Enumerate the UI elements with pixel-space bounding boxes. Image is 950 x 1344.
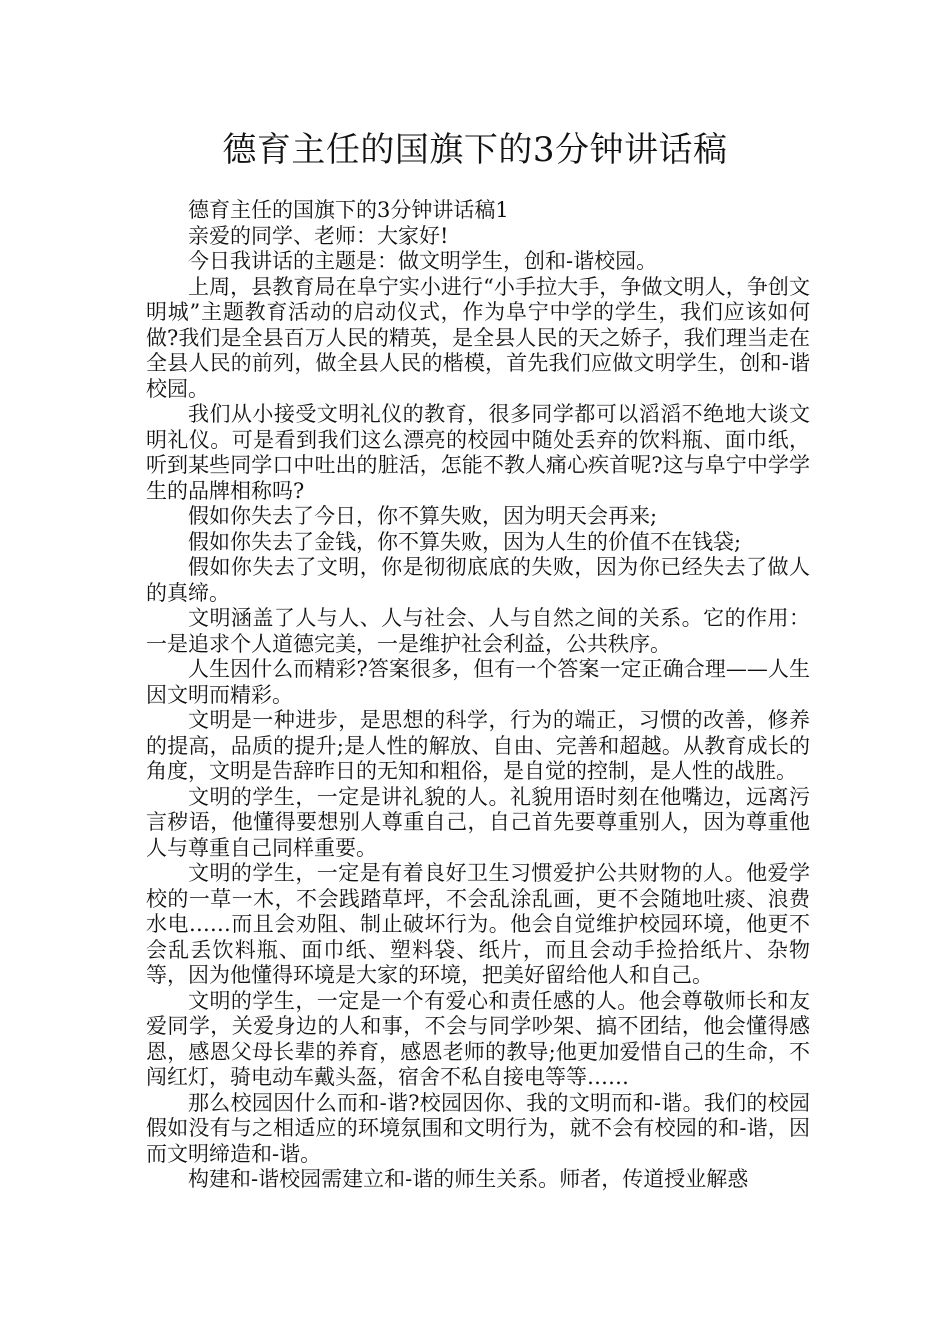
paragraph-3: 今日我讲话的主题是：做文明学生，创和-谐校园。 (188, 249, 658, 273)
paragraph-16: 构建和-谐校园需建立和-谐的师生关系。师者，传道授业解惑 (188, 1167, 749, 1191)
paragraph-8: 假如你失去了文明，你是彻彻底底的失败，因为你已经失去了做人的真缔。 (146, 555, 810, 605)
document-title: 德育主任的国旗下的3分钟讲话稿 (222, 130, 728, 170)
paragraph-13: 文明的学生，一定是有着良好卫生习惯爱护公共财物的人。他爱学校的一草一木，不会践踏草坪，不会乱涂乱画，更不会随地吐痰、浪费水电……而且会劝阻、制止破坏行为。他会自觉维护校园环境，他更不会乱丢饮料瓶、面巾纸、塑料袋、纸片，而且会动手捡拾纸片、杂物等，因为他懂得环境是大家的环境，把美好留给他人和自己。 (146, 861, 810, 987)
document-body (146, 198, 810, 1193)
paragraph-12: 文明的学生，一定是讲礼貌的人。礼貌用语时刻在他嘴边，远离污言秽语，他懂得要想别人尊重自己，自己首先要尊重别人，因为尊重他人与尊重自己同样重要。 (146, 784, 810, 860)
paragraph-15: 那么校园因什么而和-谐?校园因你、我的文明而和-谐。我们的校园假如没有与之相适应的环境氛围和文明行为，就不会有校园的和-谐，因而文明缔造和-谐。 (146, 1090, 810, 1166)
paragraph-7: 假如你失去了金钱，你不算失败，因为人生的价值不在钱袋; (188, 529, 742, 554)
paragraph-4: 上周，县教育局在阜宁实小进行“小手拉大手，争做文明人，争创文明城”主题教育活动的启动仪式，作为阜宁中学的学生，我们应该如何做?我们是全县百万人民的精英，是全县人民的天之娇子，我们理当走在全县人民的前列，做全县人民的楷模，首先我们应做文明学生，创和-谐校园。 (146, 274, 810, 401)
paragraph-6: 假如你失去了今日，你不算失败，因为明天会再来; (188, 504, 658, 528)
paragraph-5: 我们从小接受文明礼仪的教育，很多同学都可以滔滔不绝地大谈文明礼仪。可是看到我们这么漂亮的校园中随处丢弃的饮料瓶、面巾纸，听到某些同学口中吐出的脏活，怎能不教人痛心疾首呢?这与阜宁中学学生的品牌相称吗? (146, 402, 810, 503)
paragraph-10: 人生因什么而精彩?答案很多，但有一个答案一定正确合理——人生因文明而精彩。 (146, 657, 810, 707)
paragraph-2: 亲爱的同学、老师：大家好! (188, 223, 449, 248)
paragraph-1: 德育主任的国旗下的3分钟讲话稿1 (188, 198, 509, 222)
paragraph-11: 文明是一种进步，是思想的科学，行为的端正，习惯的改善，修养的提高，品质的提升;是人性的解放、自由、完善和超越。从教育成长的角度，文明是告辞昨日的无知和粗俗，是自觉的控制，是人性的战胜。 (146, 708, 810, 783)
paragraph-14: 文明的学生，一定是一个有爱心和责任感的人。他会尊敬师长和友爱同学，关爱身边的人和事，不会与同学吵架、搞不团结，他会懂得感恩，感恩父母长辈的养育，感恩老师的教导;他更加爱惜自己的生命，不闯红灯，骑电动车戴头盔，宿舍不私自接电等等…… (146, 988, 810, 1089)
paragraph-9: 文明涵盖了人与人、人与社会、人与自然之间的关系。它的作用：一是追求个人道德完美，一是维护社会利益，公共秩序。 (146, 606, 810, 656)
